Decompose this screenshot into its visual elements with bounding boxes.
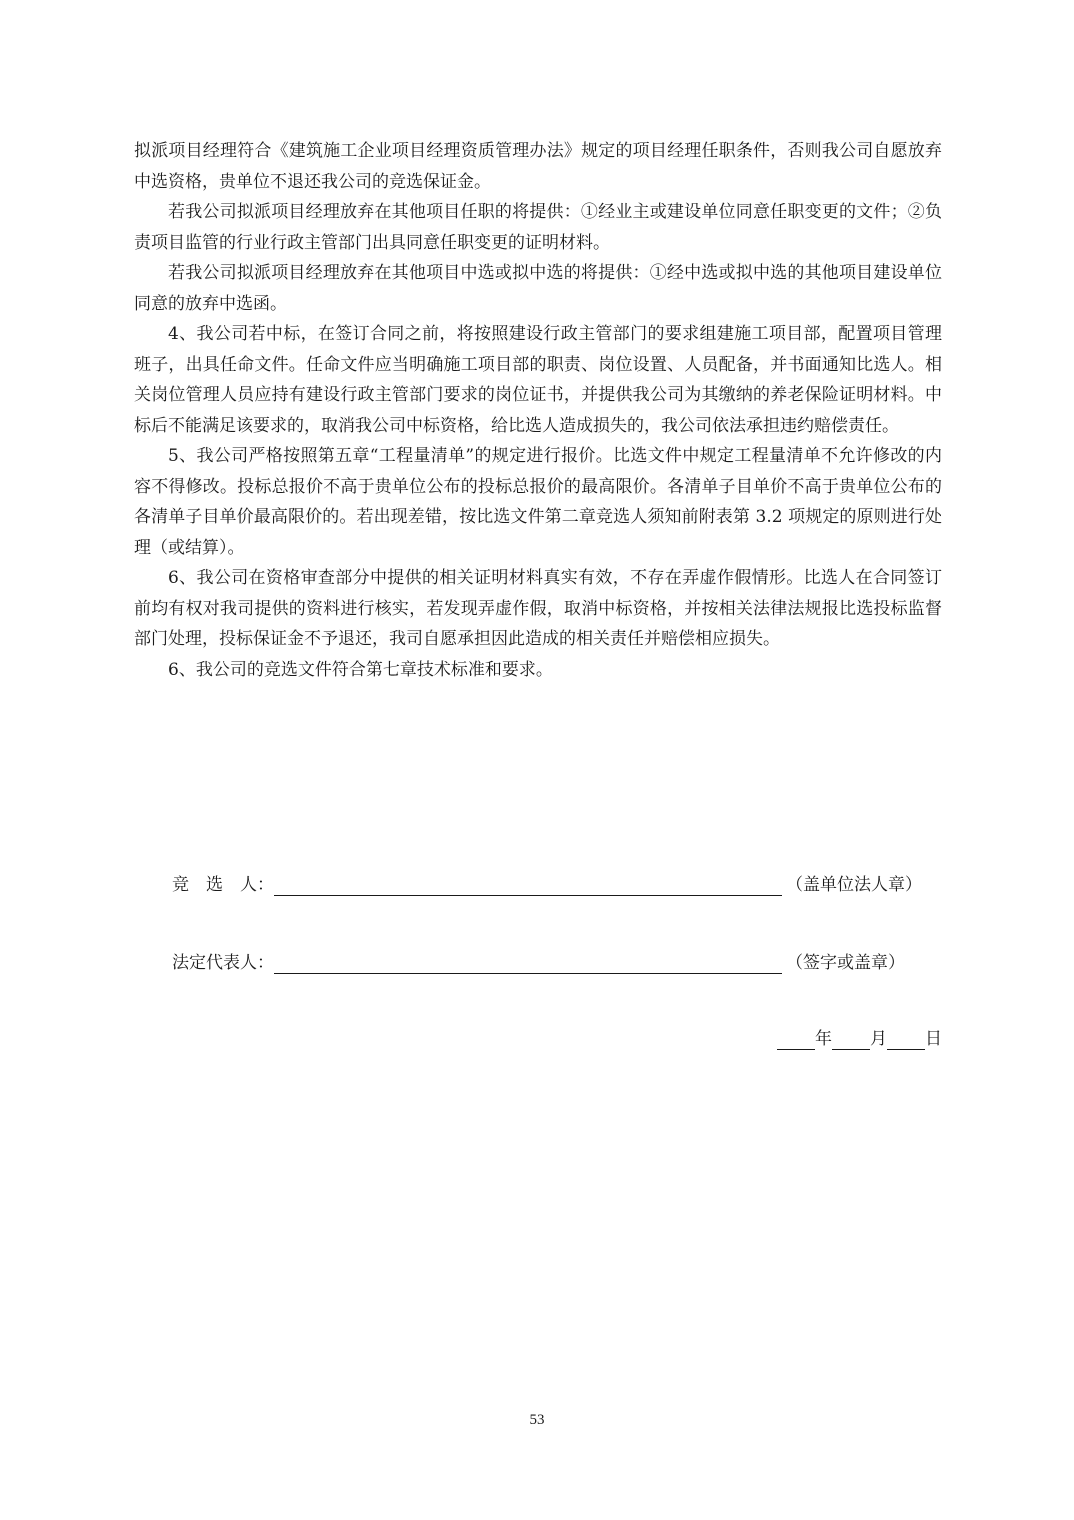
document-body (134, 136, 942, 685)
representative-signature-line (274, 951, 782, 974)
representative-note: （签字或盖章） (786, 953, 905, 973)
representative-signature-row (172, 948, 942, 978)
bidder-note: （盖单位法人章） (786, 875, 922, 895)
paragraph-item-5: 5、我公司严格按照第五章“工程量清单”的规定进行报价。比选文件中规定工程量清单不允许修改的内容不得修改。投标总报价不高于贵单位公布的投标总报价的最高限价。各清单子目单价不高于贵单位公布的各清单子目单价最高限价的。若出现差错，按比选文件第二章竞选人须知前附表第 3.2 项规定的原则进行处理（或结算）。 (134, 446, 942, 558)
year-blank (777, 1027, 815, 1050)
bidder-signature-line (274, 873, 782, 896)
day-blank (887, 1027, 925, 1050)
paragraph-other-project-selection: 若我公司拟派项目经理放弃在其他项目中选或拟中选的将提供：①经中选或拟中选的其他项目建设单位同意的放弃中选函。 (134, 263, 942, 314)
year-unit: 年 (815, 1029, 832, 1049)
month-blank (832, 1027, 870, 1050)
paragraph-item-6-materials: 6、我公司在资格审查部分中提供的相关证明材料真实有效，不存在弄虚作假情形。比选人在合同签订前均有权对我司提供的资料进行核实，若发现弄虚作假，取消中标资格，并按相关法律法规报比选投标监督部门处理，投标保证金不予退还，我司自愿承担因此造成的相关责任并赔偿相应损失。 (134, 568, 942, 649)
day-unit: 日 (925, 1029, 942, 1049)
bidder-signature-row (172, 870, 942, 900)
paragraph-continuation: 拟派项目经理符合《建筑施工企业项目经理资质管理办法》规定的项目经理任职条件，否则我公司自愿放弃中选资格，贵单位不退还我公司的竞选保证金。 (134, 141, 942, 192)
representative-label: 法定代表人： (172, 953, 274, 973)
bidder-label: 竞 选 人： (172, 875, 274, 895)
page-number: 53 (529, 1412, 545, 1428)
paragraph-other-project-position: 若我公司拟派项目经理放弃在其他项目任职的将提供：①经业主或建设单位同意任职变更的文件；②负责项目监管的行业行政主管部门出具同意任职变更的证明材料。 (134, 202, 942, 253)
month-unit: 月 (870, 1029, 887, 1049)
paragraph-item-4: 4、我公司若中标，在签订合同之前，将按照建设行政主管部门的要求组建施工项目部，配置项目管理班子，出具任命文件。任命文件应当明确施工项目部的职责、岗位设置、人员配备，并书面通知比选人。相关岗位管理人员应持有建设行政主管部门要求的岗位证书，并提供我公司为其缴纳的养老保险证明材料。中标后不能满足该要求的，取消我公司中标资格，给比选人造成损失的，我公司依法承担违约赔偿责任。 (134, 324, 942, 436)
paragraph-item-6-technical: 6、我公司的竞选文件符合第七章技术标准和要求。 (168, 659, 553, 680)
date-row (777, 1024, 942, 1054)
